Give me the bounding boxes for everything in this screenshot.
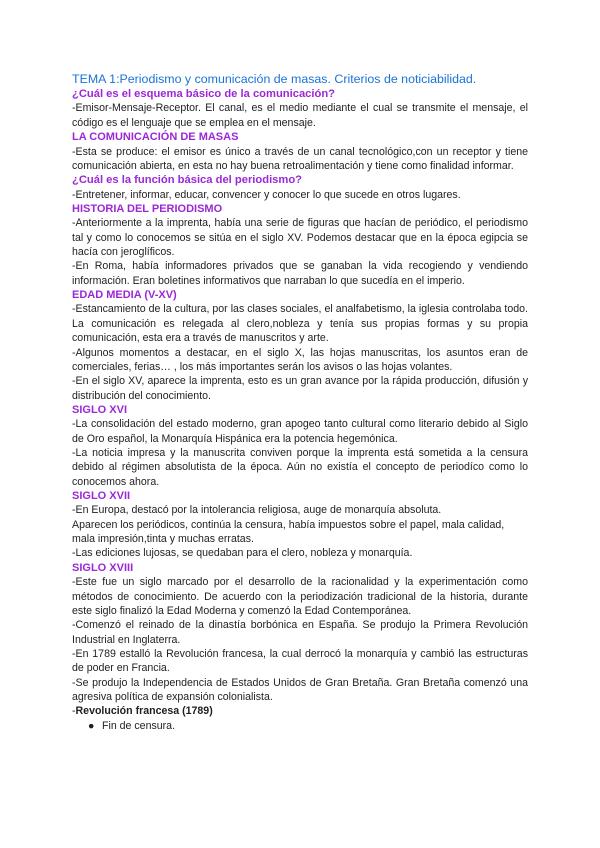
paragraph: Aparecen los periódicos, continúa la censura, había impuestos sobre el papel, mala calidad, mala impresión,tinta y muchas erratas. — [72, 518, 505, 546]
page-title — [72, 71, 528, 87]
paragraph: -Emisor-Mensaje-Receptor. El canal, es el medio mediante el cual se transmite el mensaje, el código es el lenguaje que se emplea en el mensaje. — [72, 102, 528, 129]
subheading-dash: - — [72, 705, 76, 718]
document-body — [72, 87, 528, 733]
paragraph: -Anteriormente a la imprenta, había una serie de figuras que hacían de periódico, el periodismo tal y como lo conocemos se sitúa en el siglo XV. Podemos destacar que en la época egipcia se hacía con jeroglíficos. — [72, 217, 528, 259]
paragraph: -Se produjo la Independencia de Estados Unidos de Gran Bretaña. Gran Bretaña comenzó una agresiva política de expansión colonialista. — [72, 676, 528, 703]
paragraph: -Algunos momentos a destacar, en el siglo X, las hojas manuscritas, los asuntos eran de comerciales, ferias… , los más importantes serán los avisos o las hojas volantes. — [72, 346, 528, 373]
question-heading: ¿Cuál es la función básica del periodismo? — [72, 174, 303, 187]
section-heading: SIGLO XVI — [72, 403, 128, 416]
question-heading: ¿Cuál es el esquema básico de la comunicación? — [72, 88, 335, 100]
section-heading: EDAD MEDIA (V-XV) — [72, 289, 177, 302]
subheading-line — [72, 704, 528, 718]
paragraph: -La noticia impresa y la manuscrita conviven porque la imprenta está sometida a la censura debido al régimen absolutista de la época. Aún no existía el concepto de periodíco como lo conocemos ahora. — [72, 446, 528, 488]
paragraph: -En el siglo XV, aparece la imprenta, esto es un gran avance por la rápida producción, difusión y distribución del conocimiento. — [72, 375, 528, 402]
paragraph: -La consolidación del estado moderno, gran apogeo tanto cultural como literario debido al Siglo de Oro español, la Monarquía Hispánica era la potencia hegemónica. — [72, 418, 528, 445]
paragraph: -En 1789 estalló la Revolución francesa, la cual derrocó la monarquía y cambió las estructuras de poder en Francia. — [72, 647, 528, 675]
list-item — [88, 719, 528, 733]
section-heading: LA COMUNICACIÓN DE MASAS — [72, 131, 239, 144]
paragraph: -Esta se produce: el emisor es único a través de un canal tecnológico,con un receptor y tiene comunicación abierta, en esta no hay buena retroalimentación y tiene como finalidad informar. — [72, 145, 528, 172]
section-heading: SIGLO XVIII — [72, 561, 134, 574]
section-heading: SIGLO XVII — [72, 490, 131, 502]
paragraph: -En Europa, destacó por la intolerancia religiosa, auge de monarquía absoluta. — [72, 504, 442, 517]
title-tema: TEMA 1: — [72, 72, 120, 86]
bullet-list — [72, 719, 528, 733]
bullet-icon: ● — [88, 719, 95, 732]
subheading-revolucion: Revolución francesa (1789) — [75, 705, 213, 718]
paragraph: -Este fue un siglo marcado por el desarrollo de la racionalidad y la experimentación como métodos de conocimiento. De acuerdo con la periodización tradicional de la historia, durante este siglo finalizó la Edad Moderna y comenzó la Edad Contemporánea. — [72, 576, 528, 617]
title-rest: Periodismo y comunicación de masas. Criterios de noticiabilidad. — [119, 72, 477, 86]
paragraph: -Comenzó el reinado de la dinastía borbónica en España. Se produjo la Primera Revolución Industrial en Inglaterra. — [72, 619, 528, 646]
paragraph: -En Roma, había informadores privados que se ganaban la vida recogiendo y vendiendo información. Eran boletines informativos que narraban lo que sucedía en el imperio. — [72, 260, 528, 287]
paragraph: -Entretener, informar, educar, convencer y conocer lo que sucede en otros lugares. — [72, 188, 461, 201]
section-heading: HISTORIA DEL PERIODISMO — [72, 202, 223, 215]
paragraph: -Las ediciones lujosas, se quedaban para el clero, nobleza y monarquía. — [72, 547, 413, 560]
list-item-text: Fin de censura. — [102, 719, 176, 732]
paragraph: -Estancamiento de la cultura, por las clases sociales, el analfabetismo, la iglesia controlaba todo. La comunicación es relegada al clero,nobleza y tenía sus propias formas y su propia comunicación, esta era a través de manuscritos y arte. — [72, 303, 528, 345]
